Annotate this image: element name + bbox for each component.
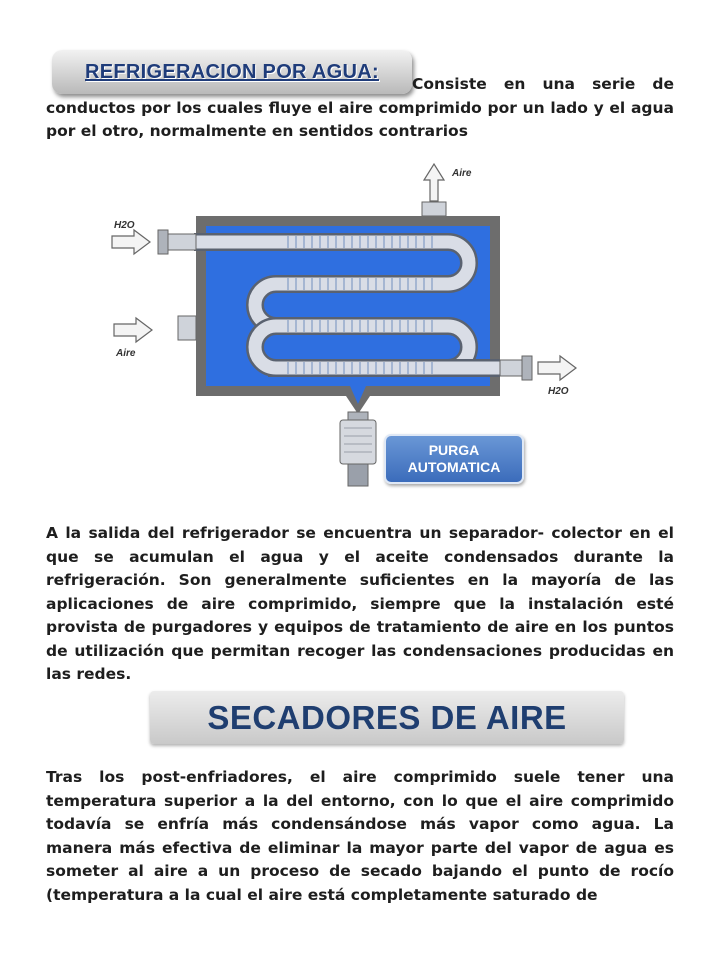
- air-in-label: Aire: [116, 348, 136, 359]
- air-in-arrow-icon: [114, 318, 152, 342]
- air-out-label: Aire: [452, 168, 472, 179]
- air-inlet-fitting: [178, 316, 196, 340]
- water-in-arrow-icon: [112, 230, 150, 254]
- water-out-arrow-icon: [538, 356, 576, 380]
- water-inlet-fitting: [158, 230, 196, 254]
- purge-label-box: [384, 434, 524, 484]
- purge-line-2: AUTOMATICA: [407, 459, 501, 475]
- air-out-arrow-icon: [424, 164, 444, 201]
- purge-line-1: PURGA: [428, 442, 480, 458]
- water-outlet-fitting: [500, 356, 532, 380]
- drain-valve: [340, 412, 376, 486]
- secadores-paragraph: Tras los post-enfriadores, el aire comprimido suele tener una temperatura superior a la del entorno, con lo que el aire comprimido todavía se enfría más condensándose más vapor como agua. La manera más efectiva de eliminar la mayor parte del vapor de agua es someter al aire a un proceso de secado bajando el punto de rocío (temperatura a la cual el aire está completamente saturado de: [46, 768, 674, 904]
- section-title-secadores: [150, 691, 624, 744]
- intro-paragraph: Consiste en una serie de conductos por los cuales fluye el aire comprimido por un lado y el agua por el otro, normalmente en sentidos contrarios: [46, 75, 674, 140]
- water-in-label: H2O: [114, 220, 135, 231]
- water-out-label: H2O: [548, 386, 569, 397]
- banner-title-text: SECADORES DE AIRE: [207, 698, 567, 736]
- separator-paragraph: A la salida del refrigerador se encuentra un separador- colector en el que se acumulan el agua y el aceite condensados durante la refrigeración. Son generalmente suficientes en la mayoría de las aplicaciones de aire comprimido, siempre que la instalación esté provista de purgadores y equipos de tratamiento de aire en los puntos de utilización que permitan recoger las condensaciones producidas en las redes.: [46, 524, 674, 683]
- section-title-text: REFRIGERACION POR AGUA:: [85, 60, 379, 83]
